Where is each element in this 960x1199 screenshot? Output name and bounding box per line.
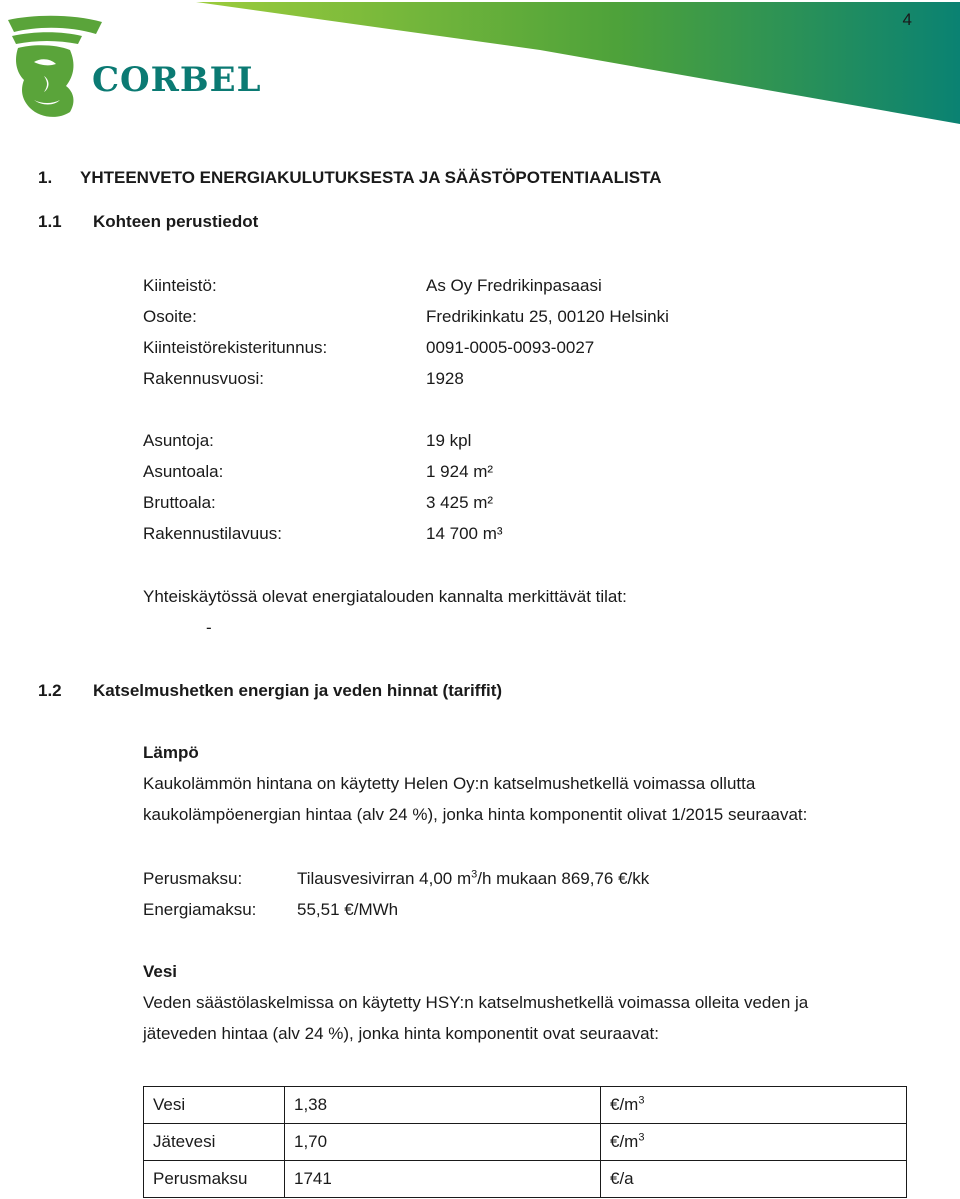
heat-heading: Lämpö (143, 743, 199, 762)
section-1-1-number: 1.1 (38, 212, 62, 231)
size-value-living-area: 1 924 m² (426, 462, 494, 481)
info-value-registry: 0091-0005-0093-0027 (426, 338, 595, 357)
water-paragraph-line-2: jäteveden hintaa (alv 24 %), jonka hinta komponentit ovat seuraavat: (143, 1024, 659, 1043)
table-row (144, 1124, 907, 1161)
tariff-name: Perusmaksu (144, 1161, 285, 1198)
size-label-volume: Rakennustilavuus: (143, 524, 282, 543)
banner-swoosh (196, 2, 960, 124)
size-label-apartments: Asuntoja: (143, 431, 214, 450)
tariff-unit: $€/m^3$ (601, 1124, 907, 1161)
heat-base-fee-value: Tilausvesivirran 4,00 $m^3/h$ mukaan 869,76 €/kk (297, 868, 650, 888)
tariff-name: Vesi (144, 1087, 285, 1124)
water-heading: Vesi (143, 962, 178, 981)
info-label-address: Osoite: (143, 307, 197, 326)
table-row (144, 1087, 907, 1124)
info-value-property: As Oy Fredrikinpasaasi (426, 276, 602, 295)
size-label-living-area: Asuntoala: (143, 462, 224, 481)
logo-text: CORBEL (92, 60, 262, 100)
tariff-price: 1,38 (285, 1087, 601, 1124)
water-paragraph-line-1: Veden säästölaskelmissa on käytetty HSY:n katselmushetkellä voimassa olleita veden ja (143, 993, 809, 1012)
tariff-price: 1,70 (285, 1124, 601, 1161)
heat-base-fee-label: Perusmaksu: (143, 869, 243, 888)
shared-spaces-value: - (206, 618, 212, 637)
section-1-2-number: 1.2 (38, 681, 62, 700)
size-value-volume: 14 700 m³ (426, 524, 503, 543)
section-1-2-title: Katselmushetken energian ja veden hinnat (tariffit) (93, 681, 503, 700)
corbel-logo-icon (4, 14, 104, 122)
tariff-price: 1741 (285, 1161, 601, 1198)
info-label-year: Rakennusvuosi: (143, 369, 264, 388)
table-row (144, 1161, 907, 1198)
heat-energy-fee-label: Energiamaksu: (143, 900, 257, 919)
shared-spaces-label: Yhteiskäytössä olevat energiatalouden kannalta merkittävät tilat: (143, 587, 627, 606)
section-1-1-title: Kohteen perustiedot (93, 212, 259, 231)
info-label-property: Kiinteistö: (143, 276, 217, 295)
tariff-unit: $€/m^3$ (601, 1087, 907, 1124)
heat-energy-fee-value: 55,51 €/MWh (297, 900, 399, 919)
section-1-number: 1. (38, 168, 53, 187)
tariff-name: Jätevesi (144, 1124, 285, 1161)
tariff-unit: €/a (601, 1161, 907, 1198)
water-tariff-table (143, 1086, 907, 1198)
section-1-title: YHTEENVETO ENERGIAKULUTUKSESTA JA SÄÄSTÖPOTENTIAALISTA (80, 168, 662, 187)
page-number: 4 (902, 10, 912, 29)
heat-paragraph-line-1: Kaukolämmön hintana on käytetty Helen Oy:n katselmushetkellä voimassa ollutta (143, 774, 756, 793)
info-value-address: Fredrikinkatu 25, 00120 Helsinki (426, 307, 669, 326)
size-value-gross-area: 3 425 m² (426, 493, 494, 512)
info-value-year: 1928 (426, 369, 464, 388)
size-value-apartments: 19 kpl (426, 431, 472, 450)
size-label-gross-area: Bruttoala: (143, 493, 216, 512)
info-label-registry: Kiinteistörekisteritunnus: (143, 338, 328, 357)
heat-paragraph-line-2: kaukolämpöenergian hintaa (alv 24 %), jonka hinta komponentit olivat 1/2015 seuraavat: (143, 805, 808, 824)
